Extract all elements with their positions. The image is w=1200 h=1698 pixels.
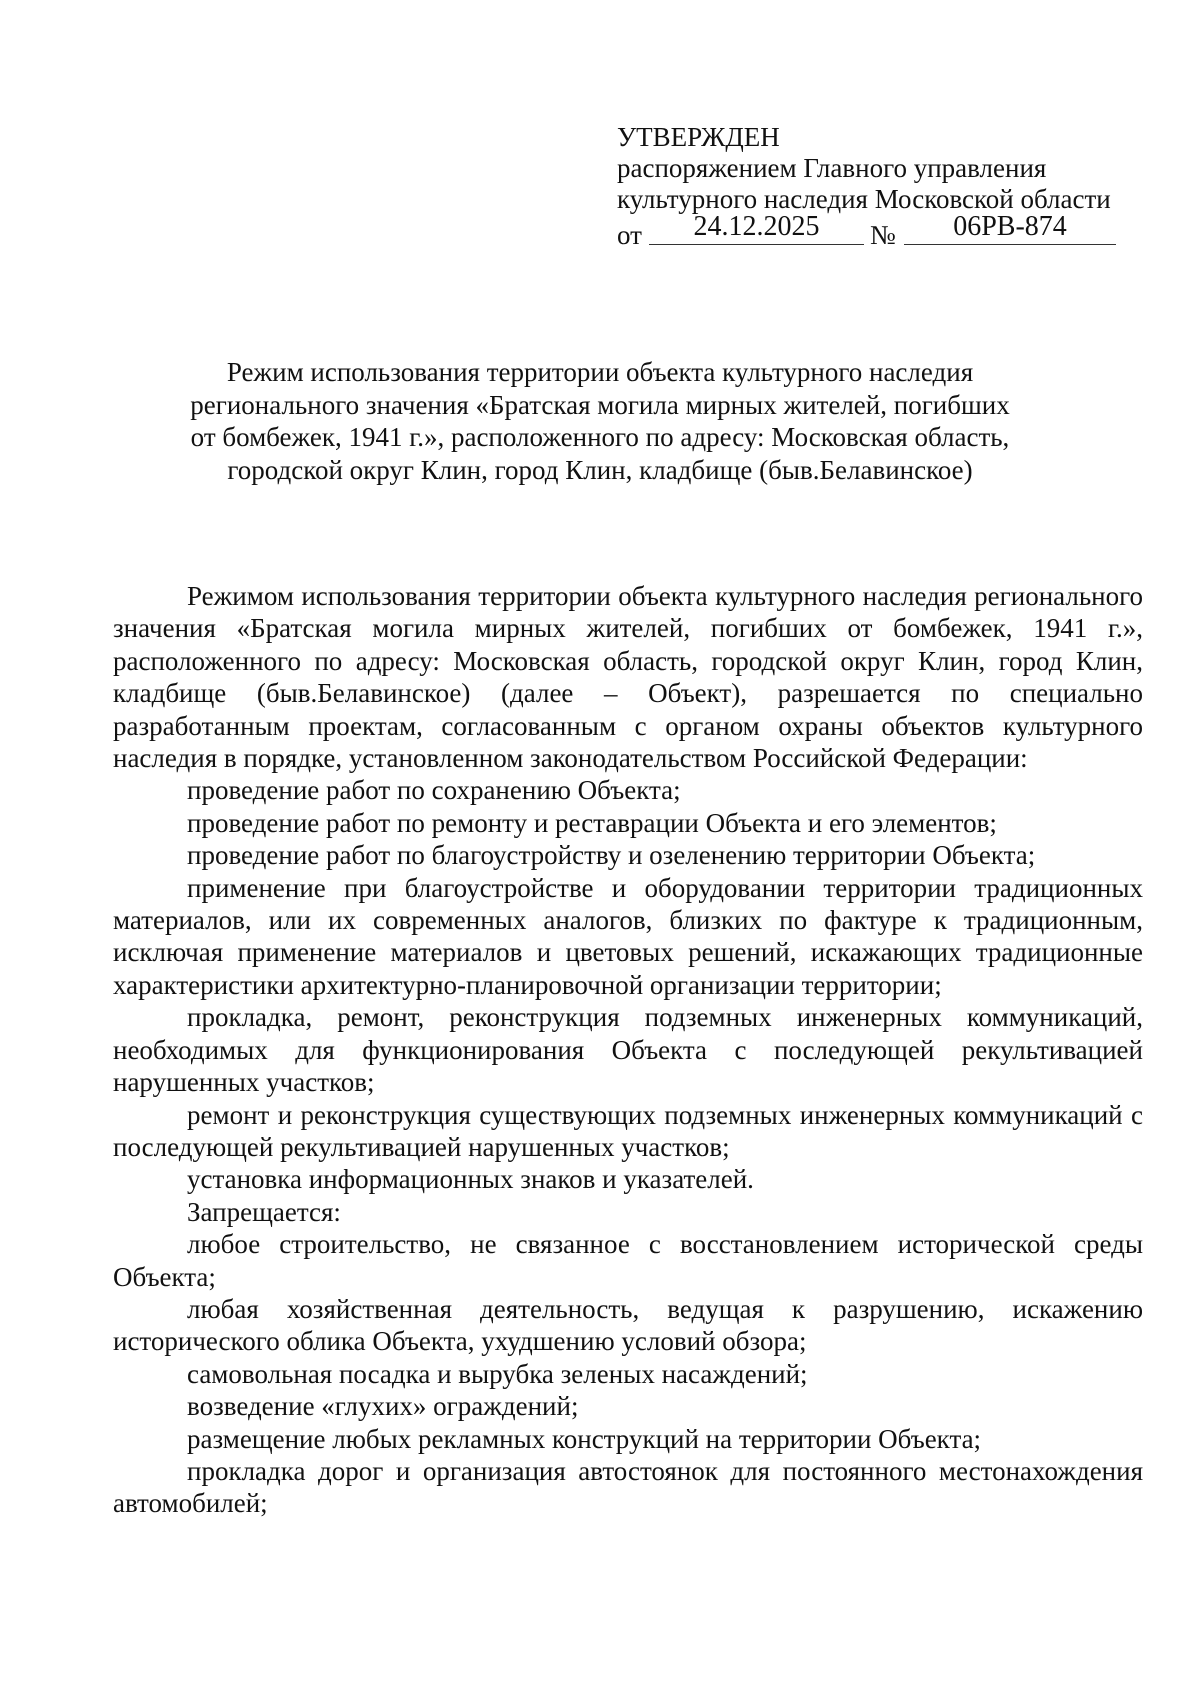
body-paragraph: возведение «глухих» ограждений; xyxy=(187,1391,579,1422)
body-paragraph: Режимом использования территории объекта культурного наследия регионального значения «Братская могила мирных жителей, погибших от бомбежек, 1941 г.», расположенного по адресу: Московская область, городской округ Клин, город Клин, кладбище (быв.Белавинское) (далее – Объект), разрешается по специально разработанным проектам, согласованным с органом охраны объектов культурного наследия в порядке, установленном законодательством Российской Федерации: xyxy=(113,581,1143,774)
title-line: регионального значения «Братская могила мирных жителей, погибших xyxy=(190,389,1010,420)
body-paragraph: самовольная посадка и вырубка зеленых насаждений; xyxy=(187,1358,808,1389)
body-paragraph: любая хозяйственная деятельность, ведущая к разрушению, искажению исторического облика Объекта, ухудшению условий обзора; xyxy=(113,1293,1143,1357)
date-label: от xyxy=(617,220,642,250)
title-line: Режим использования территории объекта культурного наследия xyxy=(226,357,974,387)
approval-number: 06РВ-874 xyxy=(904,211,1116,245)
approval-date: 24.12.2025 xyxy=(649,211,864,245)
body-paragraph: Запрещается: xyxy=(187,1196,341,1227)
body-paragraph: проведение работ по ремонту и реставрации Объекта и его элементов; xyxy=(187,807,997,838)
document-body xyxy=(113,580,1143,1520)
body-paragraph: проведение работ по благоустройству и озеленению территории Объекта; xyxy=(187,840,1036,871)
body-paragraph: применение при благоустройстве и оборудовании территории традиционных материалов, или их современных аналогов, близких по фактуре к традиционным, исключая применение материалов и цветовых решений, искажающих традиционные характеристики архитектурно-планировочной организации территории; xyxy=(113,872,1143,1000)
approval-stamp-block xyxy=(617,122,1137,249)
document-title xyxy=(130,356,1070,486)
body-paragraph: прокладка дорог и организация автостоянок для постоянного местонахождения автомобилей; xyxy=(113,1455,1143,1519)
approval-order-line-1: распоряжением Главного управления xyxy=(617,153,1047,183)
body-paragraph: установка информационных знаков и указателей. xyxy=(187,1164,754,1195)
body-paragraph: прокладка, ремонт, реконструкция подземных инженерных коммуникаций, необходимых для функционирования Объекта с последующей рекультивацией нарушенных участков; xyxy=(113,1002,1143,1098)
body-paragraph: ремонт и реконструкция существующих подземных инженерных коммуникаций с последующей рекультивацией нарушенных участков; xyxy=(113,1099,1143,1162)
number-sign: № xyxy=(870,220,896,250)
body-paragraph: размещение любых рекламных конструкций на территории Объекта; xyxy=(187,1423,982,1454)
approved-heading: УТВЕРЖДЕН xyxy=(617,122,780,152)
approval-order-line-2: культурного наследия Московской области xyxy=(617,184,1111,214)
title-line: городской округ Клин, город Клин, кладбище (быв.Белавинское) xyxy=(227,454,973,485)
body-paragraph: проведение работ по сохранению Объекта; xyxy=(187,775,681,806)
title-line: от бомбежек, 1941 г.», расположенного по адресу: Московская область, xyxy=(190,422,1010,452)
body-paragraph: любое строительство, не связанное с восстановлением исторической среды Объекта; xyxy=(113,1229,1143,1292)
approval-date-number-row xyxy=(617,211,1137,250)
